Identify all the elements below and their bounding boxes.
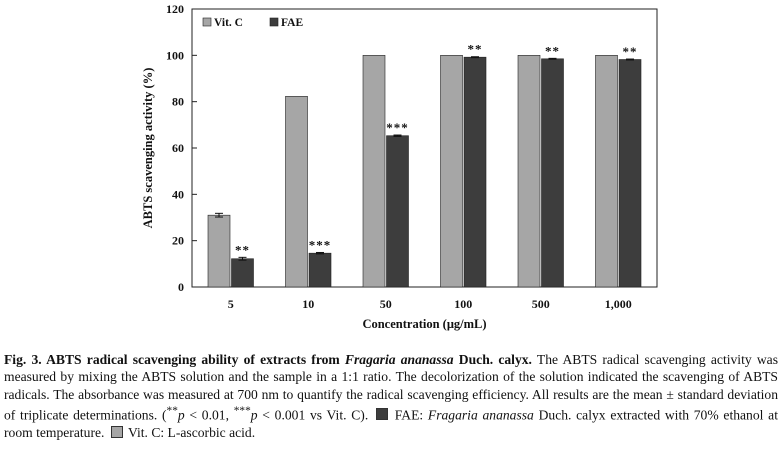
x-tick-label: 100	[454, 297, 473, 311]
legend-swatch	[270, 18, 278, 26]
y-tick-label: 0	[178, 280, 184, 294]
bar-vit-c	[596, 55, 618, 287]
x-tick-label: 500	[531, 297, 550, 311]
bar-vit-c	[286, 96, 308, 287]
legend-swatch	[203, 18, 211, 26]
significance-label: **	[545, 43, 560, 59]
caption-sig1-rest: < 0.01,	[184, 407, 234, 423]
caption-sig2-star: ***	[233, 404, 251, 417]
x-axis-title: Concentration (μg/mL)	[362, 317, 487, 331]
x-tick-label: 10	[302, 297, 315, 311]
caption-sig1-p: p	[177, 407, 185, 423]
bar-fae	[309, 253, 331, 287]
bar-fae	[464, 57, 486, 287]
bar-fae	[232, 259, 254, 287]
bar-fae	[619, 60, 641, 287]
bar-vit-c	[363, 55, 385, 287]
significance-label: ***	[308, 237, 332, 253]
bar-fae	[387, 136, 409, 287]
y-axis-title: ABTS scavenging activity (%)	[141, 67, 155, 229]
x-tick-label: 1,000	[604, 297, 632, 311]
y-tick-label: 20	[172, 233, 184, 248]
legend-label: FAE	[281, 17, 304, 29]
caption-title-end: Duch. calyx.	[453, 352, 532, 367]
caption-species: Fragaria ananassa	[344, 352, 454, 367]
bar-fae	[542, 59, 564, 287]
caption-sig2-p: p	[250, 407, 258, 423]
figure-caption	[4, 351, 778, 441]
caption-sig1-star: **	[166, 404, 178, 417]
caption-sig2-rest: < 0.001 vs Vit. C).	[257, 407, 369, 423]
caption-fig-label: Fig. 3. ABTS radical scavenging ability of extracts from	[4, 352, 345, 367]
bar-vit-c	[208, 215, 230, 287]
caption-body: The ABTS radical scavenging activity was measured by mixing the ABTS solution and the sample in a 1:1 ratio. The decolorization of the solution indicated the scavenging of ABTS radicals. The absorbance was measured at 700 nm to quantify the radical scavenging efficiency. All results are the mean ± standard deviation of triplicate determinations. (	[4, 352, 778, 423]
caption-fae-desc: Duch. calyx extracted with 70% ethanol at room temperature.	[4, 407, 778, 440]
significance-label: **	[235, 242, 250, 258]
y-tick-label: 60	[172, 141, 184, 155]
bar-vit-c	[518, 55, 540, 287]
significance-label: **	[467, 41, 483, 57]
y-tick-label: 40	[172, 187, 184, 202]
caption-fae-key: FAE:	[394, 407, 424, 423]
x-tick-label: 50	[379, 297, 392, 311]
legend-label: Vit. C	[214, 17, 243, 29]
vitc-swatch-icon	[111, 426, 123, 438]
significance-label: ***	[386, 120, 409, 136]
significance-label: **	[622, 44, 638, 60]
y-tick-label: 80	[172, 94, 184, 109]
plot-frame	[192, 9, 657, 287]
caption-vitc-key: Vit. C: L-ascorbic acid.	[127, 424, 256, 440]
x-tick-label: 5	[227, 297, 234, 311]
fae-swatch-icon	[376, 408, 388, 420]
caption-fae-species: Fragaria ananassa	[427, 407, 534, 423]
y-tick-label: 100	[166, 48, 184, 63]
y-tick-label: 120	[166, 2, 184, 16]
bar-vit-c	[441, 55, 463, 287]
